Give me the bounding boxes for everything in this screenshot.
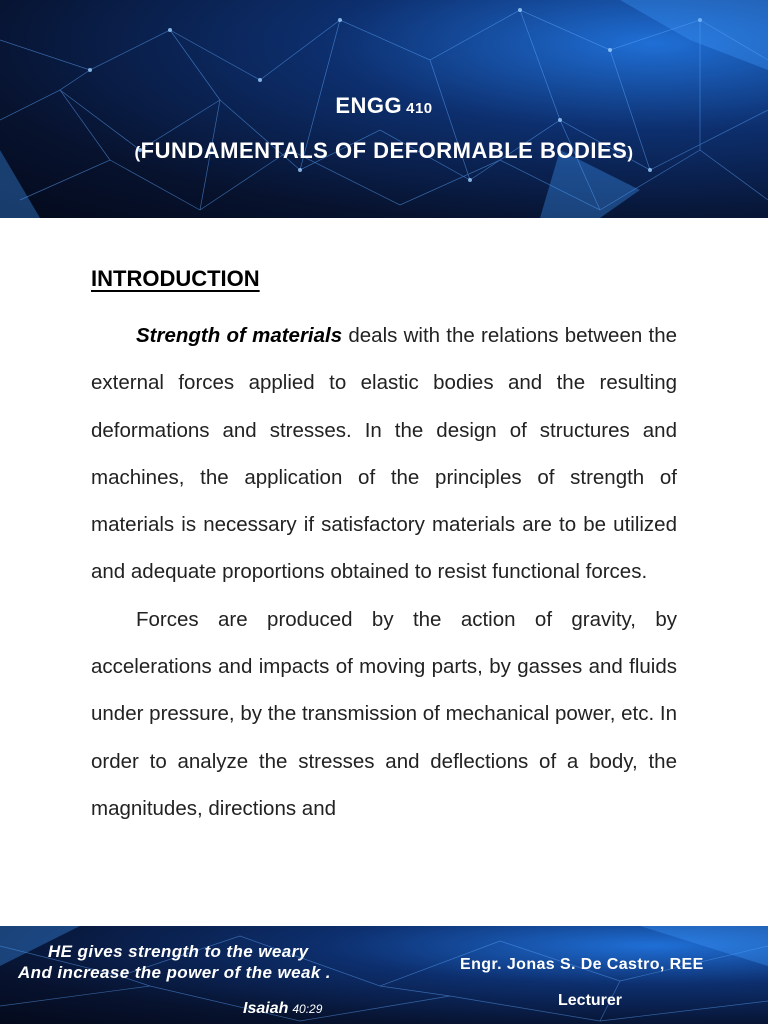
body-text <box>91 312 677 832</box>
header-banner <box>0 0 768 218</box>
section-heading: INTRODUCTION <box>91 266 260 291</box>
course-number: 410 <box>406 100 433 117</box>
paragraph-2: Forces are produced by the action of gravity, by accelerations and impacts of moving parts, by gasses and fluids under pressure, by the transmission of mechanical power, etc. In order to analyze the stresses and deflections of a body, the magnitudes, directions and <box>91 607 677 820</box>
course-code <box>0 93 768 119</box>
quote-line-2: And increase the power of the weak . <box>18 963 331 982</box>
title-close-paren: ) <box>627 143 634 162</box>
paragraph-1-text: deals with the relations between the external forces applied to elastic bodies and the resulting deformations and stresses. In the design of structures and machines, the application of the principles of strength of materials is necessary if satisfactory materials are to be utilized and adequate proportions obtained to resist functional forces. <box>91 324 677 584</box>
lecturer-role: Lecturer <box>558 992 623 1009</box>
paragraph-1 <box>91 312 677 596</box>
course-code-text: ENGG <box>335 93 403 118</box>
quote-reference-book: Isaiah <box>243 1000 289 1017</box>
quote-reference <box>243 1000 322 1018</box>
emphasized-term: Strength of materials <box>136 324 343 347</box>
quote-reference-verse: 40:29 <box>292 1002 323 1016</box>
lecturer-name: Engr. Jonas S. De Castro, REE <box>460 956 704 973</box>
quote-line-1: HE gives strength to the weary <box>48 942 309 961</box>
title-open-paren: ( <box>134 143 141 162</box>
course-title <box>0 138 768 164</box>
course-title-text: FUNDAMENTALS OF DEFORMABLE BODIES <box>140 138 628 163</box>
